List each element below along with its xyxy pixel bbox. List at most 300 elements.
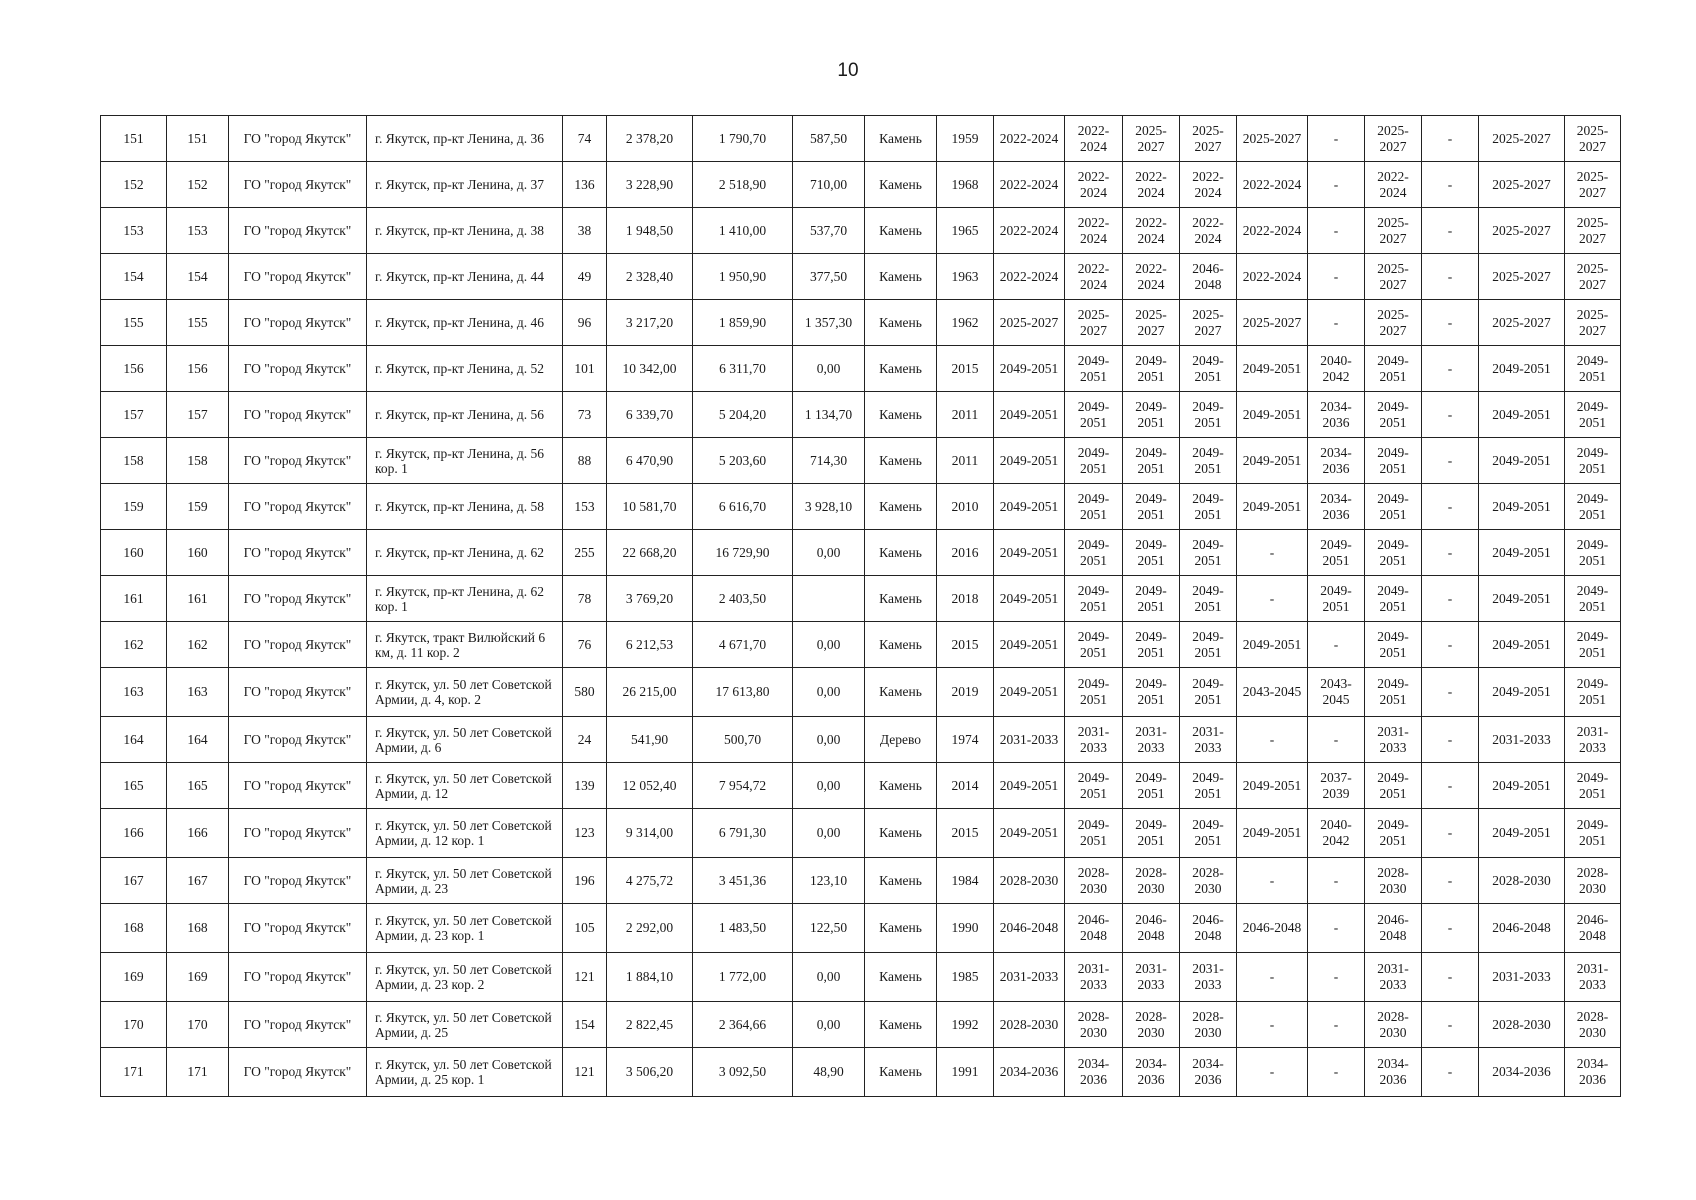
period-cell-5: -: [1237, 858, 1308, 904]
municipality-cell: ГО "город Якутск": [229, 904, 367, 953]
municipality-cell: ГО "город Якутск": [229, 300, 367, 346]
period-cell-5: -: [1237, 1048, 1308, 1097]
period-cell-4: 2046-2048: [1180, 254, 1237, 300]
nonliving-area-cell: 710,00: [793, 162, 865, 208]
period-cell-5: 2046-2048: [1237, 904, 1308, 953]
period-cell-8: -: [1422, 484, 1479, 530]
period-cell-3: 2028-2030: [1123, 1002, 1180, 1048]
address-cell: г. Якутск, пр-кт Ленина, д. 56: [367, 392, 563, 438]
period-cell-1: 2049-2051: [994, 668, 1065, 717]
house-id: 161: [167, 576, 229, 622]
house-id: 157: [167, 392, 229, 438]
period-cell-6: -: [1308, 904, 1365, 953]
period-cell-6: 2037-2039: [1308, 763, 1365, 809]
period-cell-5: -: [1237, 1002, 1308, 1048]
total-area-cell: 10 342,00: [607, 346, 693, 392]
period-cell-3: 2025-2027: [1123, 300, 1180, 346]
address-cell: г. Якутск, ул. 50 лет Советской Армии, д. 12 кор. 1: [367, 809, 563, 858]
municipality-cell: ГО "город Якутск": [229, 208, 367, 254]
period-cell-5: 2022-2024: [1237, 162, 1308, 208]
row-number: 160: [101, 530, 167, 576]
period-cell-4: 2046-2048: [1180, 904, 1237, 953]
table-row: [101, 208, 1621, 254]
period-cell-9: 2025-2027: [1479, 254, 1565, 300]
municipality-cell: ГО "город Якутск": [229, 953, 367, 1002]
nonliving-area-cell: 0,00: [793, 530, 865, 576]
period-cell-7: 2034-2036: [1365, 1048, 1422, 1097]
living-area-cell: 3 092,50: [693, 1048, 793, 1097]
period-cell-5: 2043-2045: [1237, 668, 1308, 717]
period-cell-6: -: [1308, 1002, 1365, 1048]
address-cell: г. Якутск, пр-кт Ленина, д. 56 кор. 1: [367, 438, 563, 484]
period-cell-3: 2022-2024: [1123, 162, 1180, 208]
house-id: 167: [167, 858, 229, 904]
period-cell-4: 2028-2030: [1180, 1002, 1237, 1048]
address-cell: г. Якутск, пр-кт Ленина, д. 36: [367, 116, 563, 162]
address-cell: г. Якутск, ул. 50 лет Советской Армии, д. 23 кор. 2: [367, 953, 563, 1002]
period-cell-10: 2025-2027: [1565, 116, 1621, 162]
house-id: 151: [167, 116, 229, 162]
row-number: 151: [101, 116, 167, 162]
house-id: 168: [167, 904, 229, 953]
period-cell-9: 2049-2051: [1479, 484, 1565, 530]
period-cell-1: 2046-2048: [994, 904, 1065, 953]
address-cell: г. Якутск, ул. 50 лет Советской Армии, д. 23: [367, 858, 563, 904]
period-cell-10: 2049-2051: [1565, 576, 1621, 622]
period-cell-1: 2028-2030: [994, 858, 1065, 904]
period-cell-6: -: [1308, 162, 1365, 208]
house-id: 158: [167, 438, 229, 484]
housing-registry-table: [100, 115, 1621, 1097]
wall-material-cell: Камень: [865, 1048, 937, 1097]
period-cell-3: 2049-2051: [1123, 484, 1180, 530]
nonliving-area-cell: 0,00: [793, 763, 865, 809]
period-cell-9: 2031-2033: [1479, 953, 1565, 1002]
municipality-cell: ГО "город Якутск": [229, 622, 367, 668]
period-cell-1: 2049-2051: [994, 346, 1065, 392]
nonliving-area-cell: 1 357,30: [793, 300, 865, 346]
table-row: [101, 484, 1621, 530]
house-id: 152: [167, 162, 229, 208]
address-cell: г. Якутск, пр-кт Ленина, д. 38: [367, 208, 563, 254]
row-number: 154: [101, 254, 167, 300]
period-cell-8: -: [1422, 1048, 1479, 1097]
table-row: [101, 763, 1621, 809]
build-year-cell: 1962: [937, 300, 994, 346]
municipality-cell: ГО "город Якутск": [229, 346, 367, 392]
page-number: 10: [837, 60, 859, 81]
period-cell-7: 2049-2051: [1365, 668, 1422, 717]
period-cell-9: 2046-2048: [1479, 904, 1565, 953]
period-cell-10: 2025-2027: [1565, 162, 1621, 208]
municipality-cell: ГО "город Якутск": [229, 484, 367, 530]
apartments-cell: 96: [563, 300, 607, 346]
table-row: [101, 162, 1621, 208]
municipality-cell: ГО "город Якутск": [229, 858, 367, 904]
nonliving-area-cell: 0,00: [793, 809, 865, 858]
apartments-cell: 73: [563, 392, 607, 438]
period-cell-3: 2049-2051: [1123, 346, 1180, 392]
total-area-cell: 22 668,20: [607, 530, 693, 576]
period-cell-2: 2028-2030: [1065, 858, 1123, 904]
period-cell-10: 2049-2051: [1565, 484, 1621, 530]
nonliving-area-cell: 0,00: [793, 668, 865, 717]
table-row: [101, 392, 1621, 438]
period-cell-9: 2031-2033: [1479, 717, 1565, 763]
address-cell: г. Якутск, ул. 50 лет Советской Армии, д. 4, кор. 2: [367, 668, 563, 717]
period-cell-6: 2049-2051: [1308, 530, 1365, 576]
table-row: [101, 438, 1621, 484]
period-cell-5: 2049-2051: [1237, 484, 1308, 530]
period-cell-2: 2049-2051: [1065, 392, 1123, 438]
period-cell-6: 2034-2036: [1308, 484, 1365, 530]
row-number: 155: [101, 300, 167, 346]
municipality-cell: ГО "город Якутск": [229, 392, 367, 438]
row-number: 153: [101, 208, 167, 254]
address-cell: г. Якутск, ул. 50 лет Советской Армии, д. 12: [367, 763, 563, 809]
build-year-cell: 2019: [937, 668, 994, 717]
living-area-cell: 5 204,20: [693, 392, 793, 438]
build-year-cell: 1968: [937, 162, 994, 208]
nonliving-area-cell: 122,50: [793, 904, 865, 953]
period-cell-4: 2049-2051: [1180, 346, 1237, 392]
house-id: 156: [167, 346, 229, 392]
municipality-cell: ГО "город Якутск": [229, 763, 367, 809]
living-area-cell: 2 518,90: [693, 162, 793, 208]
period-cell-9: 2025-2027: [1479, 208, 1565, 254]
address-cell: г. Якутск, пр-кт Ленина, д. 44: [367, 254, 563, 300]
period-cell-8: -: [1422, 392, 1479, 438]
period-cell-9: 2049-2051: [1479, 392, 1565, 438]
period-cell-3: 2049-2051: [1123, 392, 1180, 438]
period-cell-6: -: [1308, 953, 1365, 1002]
table-row: [101, 953, 1621, 1002]
period-cell-2: 2049-2051: [1065, 484, 1123, 530]
period-cell-10: 2049-2051: [1565, 763, 1621, 809]
period-cell-7: 2022-2024: [1365, 162, 1422, 208]
period-cell-4: 2049-2051: [1180, 392, 1237, 438]
address-cell: г. Якутск, пр-кт Ленина, д. 58: [367, 484, 563, 530]
period-cell-2: 2022-2024: [1065, 116, 1123, 162]
build-year-cell: 2018: [937, 576, 994, 622]
period-cell-8: -: [1422, 763, 1479, 809]
period-cell-5: 2049-2051: [1237, 809, 1308, 858]
house-id: 155: [167, 300, 229, 346]
period-cell-4: 2049-2051: [1180, 763, 1237, 809]
address-cell: г. Якутск, пр-кт Ленина, д. 46: [367, 300, 563, 346]
row-number: 157: [101, 392, 167, 438]
period-cell-7: 2049-2051: [1365, 484, 1422, 530]
build-year-cell: 1974: [937, 717, 994, 763]
total-area-cell: 541,90: [607, 717, 693, 763]
period-cell-7: 2049-2051: [1365, 346, 1422, 392]
wall-material-cell: Камень: [865, 763, 937, 809]
build-year-cell: 2015: [937, 809, 994, 858]
period-cell-1: 2049-2051: [994, 438, 1065, 484]
table-row: [101, 904, 1621, 953]
total-area-cell: 2 378,20: [607, 116, 693, 162]
period-cell-10: 2025-2027: [1565, 300, 1621, 346]
period-cell-10: 2049-2051: [1565, 622, 1621, 668]
period-cell-2: 2022-2024: [1065, 208, 1123, 254]
period-cell-7: 2028-2030: [1365, 858, 1422, 904]
period-cell-3: 2049-2051: [1123, 530, 1180, 576]
living-area-cell: 1 483,50: [693, 904, 793, 953]
period-cell-1: 2049-2051: [994, 530, 1065, 576]
address-cell: г. Якутск, ул. 50 лет Советской Армии, д. 25: [367, 1002, 563, 1048]
period-cell-1: 2031-2033: [994, 717, 1065, 763]
wall-material-cell: Камень: [865, 162, 937, 208]
period-cell-2: 2031-2033: [1065, 953, 1123, 1002]
house-id: 169: [167, 953, 229, 1002]
period-cell-8: -: [1422, 254, 1479, 300]
municipality-cell: ГО "город Якутск": [229, 717, 367, 763]
build-year-cell: 1965: [937, 208, 994, 254]
period-cell-9: 2049-2051: [1479, 530, 1565, 576]
period-cell-2: 2046-2048: [1065, 904, 1123, 953]
period-cell-2: 2049-2051: [1065, 438, 1123, 484]
living-area-cell: 1 772,00: [693, 953, 793, 1002]
total-area-cell: 3 506,20: [607, 1048, 693, 1097]
period-cell-7: 2046-2048: [1365, 904, 1422, 953]
period-cell-9: 2025-2027: [1479, 116, 1565, 162]
apartments-cell: 101: [563, 346, 607, 392]
row-number: 163: [101, 668, 167, 717]
row-number: 166: [101, 809, 167, 858]
table-row: [101, 858, 1621, 904]
address-cell: г. Якутск, пр-кт Ленина, д. 52: [367, 346, 563, 392]
period-cell-7: 2025-2027: [1365, 116, 1422, 162]
living-area-cell: 3 451,36: [693, 858, 793, 904]
apartments-cell: 49: [563, 254, 607, 300]
house-id: 160: [167, 530, 229, 576]
wall-material-cell: Камень: [865, 530, 937, 576]
living-area-cell: 16 729,90: [693, 530, 793, 576]
period-cell-9: 2049-2051: [1479, 622, 1565, 668]
period-cell-4: 2049-2051: [1180, 809, 1237, 858]
period-cell-6: 2040-2042: [1308, 809, 1365, 858]
apartments-cell: 153: [563, 484, 607, 530]
total-area-cell: 2 292,00: [607, 904, 693, 953]
wall-material-cell: Камень: [865, 858, 937, 904]
period-cell-5: 2049-2051: [1237, 622, 1308, 668]
period-cell-7: 2049-2051: [1365, 622, 1422, 668]
municipality-cell: ГО "город Якутск": [229, 438, 367, 484]
period-cell-7: 2049-2051: [1365, 763, 1422, 809]
period-cell-3: 2049-2051: [1123, 576, 1180, 622]
nonliving-area-cell: 0,00: [793, 717, 865, 763]
period-cell-2: 2049-2051: [1065, 346, 1123, 392]
nonliving-area-cell: 1 134,70: [793, 392, 865, 438]
period-cell-1: 2049-2051: [994, 392, 1065, 438]
period-cell-2: 2028-2030: [1065, 1002, 1123, 1048]
period-cell-8: -: [1422, 858, 1479, 904]
address-cell: г. Якутск, ул. 50 лет Советской Армии, д. 23 кор. 1: [367, 904, 563, 953]
period-cell-6: -: [1308, 254, 1365, 300]
period-cell-10: 2049-2051: [1565, 809, 1621, 858]
period-cell-10: 2049-2051: [1565, 530, 1621, 576]
house-id: 170: [167, 1002, 229, 1048]
period-cell-4: 2031-2033: [1180, 953, 1237, 1002]
period-cell-9: 2025-2027: [1479, 300, 1565, 346]
build-year-cell: 2015: [937, 622, 994, 668]
period-cell-4: 2025-2027: [1180, 116, 1237, 162]
period-cell-3: 2049-2051: [1123, 809, 1180, 858]
table-row: [101, 809, 1621, 858]
total-area-cell: 3 217,20: [607, 300, 693, 346]
period-cell-3: 2022-2024: [1123, 254, 1180, 300]
table-row: [101, 346, 1621, 392]
living-area-cell: 1 859,90: [693, 300, 793, 346]
period-cell-9: 2028-2030: [1479, 858, 1565, 904]
living-area-cell: 1 950,90: [693, 254, 793, 300]
period-cell-2: 2049-2051: [1065, 668, 1123, 717]
period-cell-4: 2049-2051: [1180, 438, 1237, 484]
row-number: 156: [101, 346, 167, 392]
period-cell-3: 2049-2051: [1123, 438, 1180, 484]
table-row: [101, 116, 1621, 162]
wall-material-cell: Камень: [865, 438, 937, 484]
total-area-cell: 6 470,90: [607, 438, 693, 484]
period-cell-9: 2025-2027: [1479, 162, 1565, 208]
living-area-cell: 6 311,70: [693, 346, 793, 392]
period-cell-2: 2034-2036: [1065, 1048, 1123, 1097]
nonliving-area-cell: [793, 576, 865, 622]
nonliving-area-cell: 48,90: [793, 1048, 865, 1097]
municipality-cell: ГО "город Якутск": [229, 1048, 367, 1097]
period-cell-5: 2022-2024: [1237, 254, 1308, 300]
build-year-cell: 2016: [937, 530, 994, 576]
period-cell-1: 2028-2030: [994, 1002, 1065, 1048]
period-cell-1: 2049-2051: [994, 484, 1065, 530]
apartments-cell: 139: [563, 763, 607, 809]
period-cell-8: -: [1422, 953, 1479, 1002]
build-year-cell: 2011: [937, 392, 994, 438]
period-cell-4: 2034-2036: [1180, 1048, 1237, 1097]
period-cell-10: 2028-2030: [1565, 858, 1621, 904]
period-cell-5: 2049-2051: [1237, 763, 1308, 809]
row-number: 159: [101, 484, 167, 530]
nonliving-area-cell: 3 928,10: [793, 484, 865, 530]
wall-material-cell: Камень: [865, 300, 937, 346]
period-cell-6: -: [1308, 208, 1365, 254]
total-area-cell: 10 581,70: [607, 484, 693, 530]
build-year-cell: 1963: [937, 254, 994, 300]
municipality-cell: ГО "город Якутск": [229, 668, 367, 717]
wall-material-cell: Камень: [865, 576, 937, 622]
apartments-cell: 121: [563, 1048, 607, 1097]
table-row: [101, 1002, 1621, 1048]
period-cell-4: 2031-2033: [1180, 717, 1237, 763]
house-id: 165: [167, 763, 229, 809]
period-cell-1: 2034-2036: [994, 1048, 1065, 1097]
nonliving-area-cell: 0,00: [793, 622, 865, 668]
nonliving-area-cell: 587,50: [793, 116, 865, 162]
house-id: 164: [167, 717, 229, 763]
period-cell-9: 2049-2051: [1479, 763, 1565, 809]
living-area-cell: 500,70: [693, 717, 793, 763]
period-cell-8: -: [1422, 622, 1479, 668]
period-cell-5: 2049-2051: [1237, 346, 1308, 392]
period-cell-1: 2025-2027: [994, 300, 1065, 346]
wall-material-cell: Камень: [865, 484, 937, 530]
wall-material-cell: Дерево: [865, 717, 937, 763]
period-cell-4: 2022-2024: [1180, 208, 1237, 254]
living-area-cell: 2 364,66: [693, 1002, 793, 1048]
period-cell-10: 2025-2027: [1565, 208, 1621, 254]
apartments-cell: 105: [563, 904, 607, 953]
period-cell-10: 2046-2048: [1565, 904, 1621, 953]
period-cell-6: -: [1308, 622, 1365, 668]
wall-material-cell: Камень: [865, 668, 937, 717]
row-number: 161: [101, 576, 167, 622]
period-cell-6: -: [1308, 858, 1365, 904]
period-cell-2: 2025-2027: [1065, 300, 1123, 346]
period-cell-3: 2046-2048: [1123, 904, 1180, 953]
wall-material-cell: Камень: [865, 208, 937, 254]
period-cell-9: 2049-2051: [1479, 576, 1565, 622]
period-cell-4: 2049-2051: [1180, 576, 1237, 622]
living-area-cell: 6 616,70: [693, 484, 793, 530]
row-number: 170: [101, 1002, 167, 1048]
nonliving-area-cell: 0,00: [793, 953, 865, 1002]
row-number: 171: [101, 1048, 167, 1097]
period-cell-7: 2028-2030: [1365, 1002, 1422, 1048]
period-cell-5: -: [1237, 530, 1308, 576]
row-number: 165: [101, 763, 167, 809]
period-cell-9: 2049-2051: [1479, 346, 1565, 392]
wall-material-cell: Камень: [865, 392, 937, 438]
period-cell-8: -: [1422, 1002, 1479, 1048]
living-area-cell: 5 203,60: [693, 438, 793, 484]
period-cell-10: 2049-2051: [1565, 346, 1621, 392]
period-cell-6: 2049-2051: [1308, 576, 1365, 622]
period-cell-7: 2049-2051: [1365, 809, 1422, 858]
address-cell: г. Якутск, ул. 50 лет Советской Армии, д. 25 кор. 1: [367, 1048, 563, 1097]
build-year-cell: 1990: [937, 904, 994, 953]
apartments-cell: 136: [563, 162, 607, 208]
row-number: 158: [101, 438, 167, 484]
period-cell-8: -: [1422, 668, 1479, 717]
period-cell-6: 2034-2036: [1308, 438, 1365, 484]
municipality-cell: ГО "город Якутск": [229, 116, 367, 162]
build-year-cell: 2010: [937, 484, 994, 530]
municipality-cell: ГО "город Якутск": [229, 162, 367, 208]
period-cell-2: 2049-2051: [1065, 809, 1123, 858]
period-cell-3: 2049-2051: [1123, 763, 1180, 809]
wall-material-cell: Камень: [865, 622, 937, 668]
total-area-cell: 1 948,50: [607, 208, 693, 254]
period-cell-7: 2049-2051: [1365, 576, 1422, 622]
period-cell-1: 2022-2024: [994, 116, 1065, 162]
period-cell-7: 2025-2027: [1365, 208, 1422, 254]
period-cell-9: 2028-2030: [1479, 1002, 1565, 1048]
total-area-cell: 12 052,40: [607, 763, 693, 809]
apartments-cell: 580: [563, 668, 607, 717]
period-cell-5: -: [1237, 576, 1308, 622]
period-cell-4: 2028-2030: [1180, 858, 1237, 904]
build-year-cell: 1992: [937, 1002, 994, 1048]
apartments-cell: 88: [563, 438, 607, 484]
period-cell-1: 2049-2051: [994, 622, 1065, 668]
nonliving-area-cell: 714,30: [793, 438, 865, 484]
period-cell-3: 2049-2051: [1123, 668, 1180, 717]
wall-material-cell: Камень: [865, 1002, 937, 1048]
total-area-cell: 4 275,72: [607, 858, 693, 904]
living-area-cell: 1 410,00: [693, 208, 793, 254]
municipality-cell: ГО "город Якутск": [229, 254, 367, 300]
period-cell-7: 2049-2051: [1365, 530, 1422, 576]
